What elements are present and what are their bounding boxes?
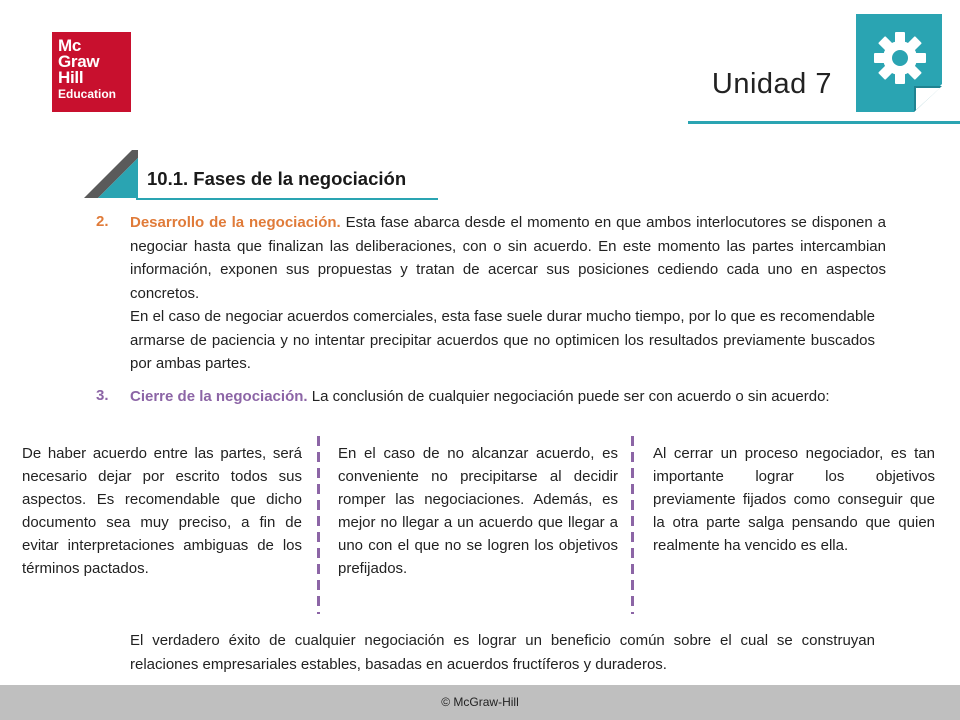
item-number-3: 3. [96,387,109,404]
item-3-paragraph [130,385,886,409]
item-2-note: En el caso de negociar acuerdos comerciales, esta fase suele durar mucho tiempo, por lo que es recomendable armarse de paciencia y no intentar precipitar acuerdos que no optimicen los resultados previamente buscados por ambas partes. [130,308,875,372]
section-underline [136,198,438,200]
logo-line-4: Education [58,87,117,101]
item-2-text: Esta fase abarca desde el momento en que ambos interlocutores se disponen a negociar hasta que finalizan las deliberaciones, con o sin acuerdo. En este momento las partes intercambian información, exponen sus propuestas y tratan de acercar sus posiciones cediendo cada uno en aspectos concretos. [130,214,886,302]
conclusion-paragraph: El verdadero éxito de cualquier negociación es lograr un beneficio común sobre el cual se construyan relaciones empresariales estables, basadas en acuerdos fructíferos y duraderos. [130,632,875,673]
column-with-agreement: De haber acuerdo entre las partes, será necesario dejar por escrito todos sus aspectos. Es recomendable que dicho documento sea muy preciso, a fin de evitar interpretaciones ambiguas de los términos pactados. [22,445,302,577]
copyright-text: © McGraw-Hill [441,695,519,709]
logo-line-1: Mc [58,36,82,55]
item-number-2: 2. [96,213,109,230]
column-without-agreement: En el caso de no alcanzar acuerdo, es conveniente no precipitarse al decidir romper las negociaciones. Además, es mejor no llegar a un acuerdo que llegar a uno con el que no se logren los objetivos prefijados. [338,445,618,577]
column-closing-process: Al cerrar un proceso negociador, es tan importante lograr los objetivos previamente fijados como conseguir que la otra parte salga pensando que quien realmente ha vencido es ella. [653,445,935,554]
title-underline [688,121,960,124]
unit-title: Unidad 7 [711,68,832,100]
gear-icon [856,14,942,112]
logo-line-3: Hill [58,68,84,87]
logo-line-2: Graw [58,52,100,71]
footer-bar [0,685,960,720]
item-3-lead: Cierre de la negociación. [130,388,308,405]
item-3-text: La conclusión de cualquier negociación puede ser con acuerdo o sin acuerdo: [307,388,830,405]
section-title: 10.1. Fases de la negociación [147,168,407,189]
mcgraw-hill-logo [52,32,131,112]
item-2-paragraph [130,211,886,305]
column-divider-1 [317,436,320,614]
section-arrow-icon [80,150,140,202]
column-divider-2 [631,436,634,614]
item-2-lead: Desarrollo de la negociación. [130,214,341,231]
